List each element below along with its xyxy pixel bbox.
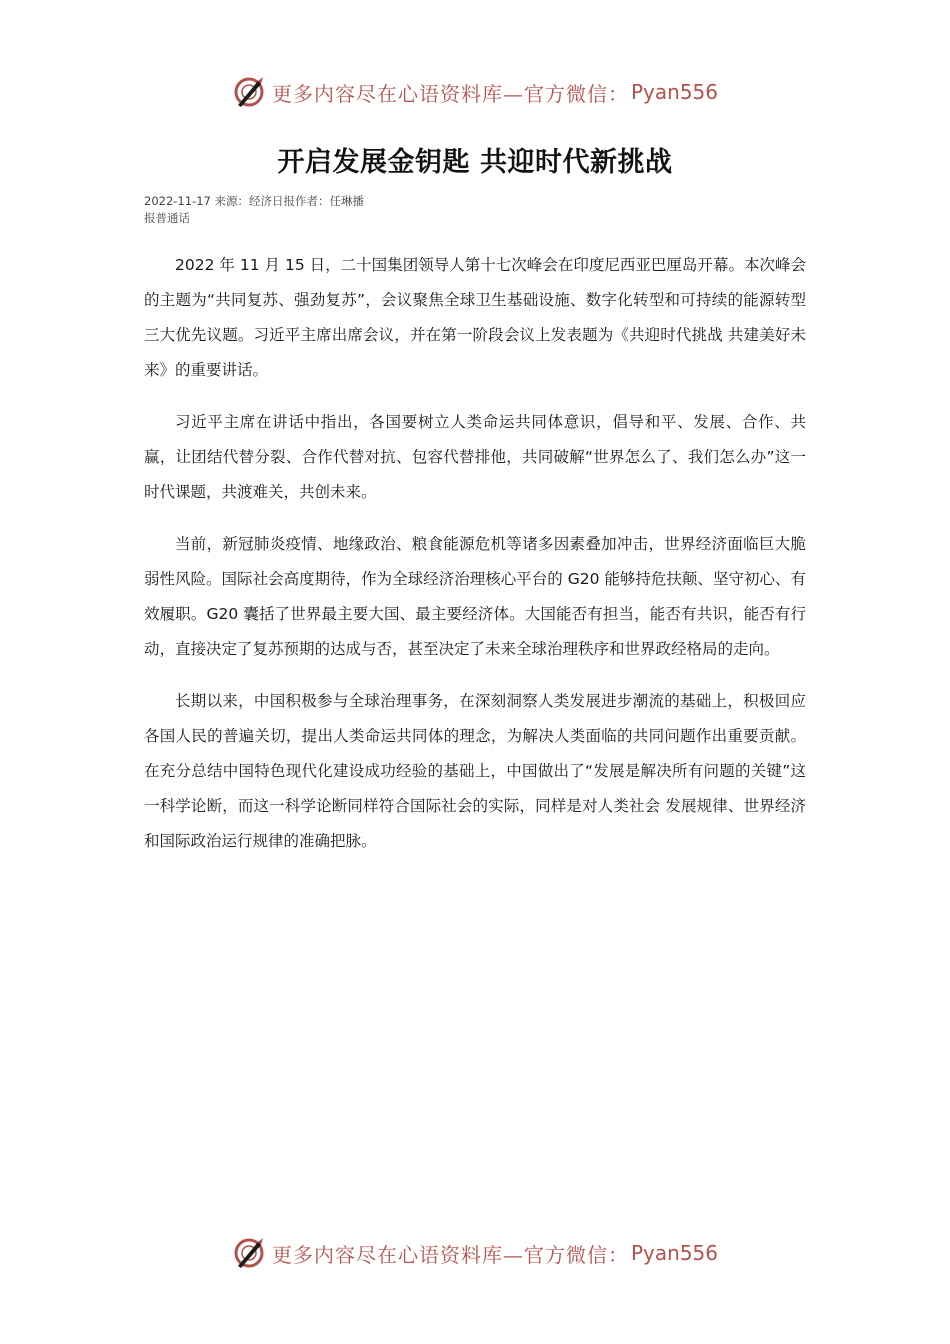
article-paragraph: 长期以来，中国积极参与全球治理事务，在深刻洞察人类发展进步潮流的基础上，积极回应各国人民的普遍关切，提出人类命运共同体的理念，为解决人类面临的共同问题作出重要贡献。在充分总结中国特色现代化建设成功经验的基础上，中国做出了“发展是解决所有问题的关键”这一科学论断，而这一科学论断同样符合国际社会的实际，同样是对人类社会 发展规律、世界经济和国际政治运行规律的准确把脉。 bbox=[144, 692, 806, 850]
article-title: 开启发展金钥匙 共迎时代新挑战 bbox=[277, 147, 673, 178]
wechat-id: Pyan556 bbox=[630, 80, 718, 104]
wechat-id: Pyan556 bbox=[630, 1241, 718, 1265]
article-body bbox=[144, 248, 806, 876]
quill-pen-logo-icon bbox=[232, 1236, 266, 1270]
article-paragraph: 当前，新冠肺炎疫情、地缘政治、粮食能源危机等诸多因素叠加冲击，世界经济面临巨大脆弱性风险。国际社会高度期待，作为全球经济治理核心平台的 G20 能够持危扶颠、坚守初心、有效履职。G20 囊括了世界最主要大国、最主要经济体。大国能否有担当，能否有共识，能否有行动，直接决定了复苏预期的达成与否，甚至决定了未来全球治理秩序和世界政经格局的走向。 bbox=[144, 535, 806, 658]
header-watermark-banner bbox=[0, 72, 950, 112]
quill-pen-logo-icon bbox=[232, 75, 266, 109]
article-paragraph: 习近平主席在讲话中指出，各国要树立人类命运共同体意识，倡导和平、发展、合作、共赢，让团结代替分裂、合作代替对抗、包容代替排他，共同破解“世界怎么了、我们怎么办”这一时代课题，共渡难关，共创未来。 bbox=[144, 413, 806, 501]
article-meta: 2022-11-17 来源：经济日报作者：任琳播报普通话 bbox=[144, 194, 364, 225]
banner-text: 更多内容尽在心语资料库—官方微信： bbox=[271, 1242, 629, 1267]
banner-text: 更多内容尽在心语资料库—官方微信： bbox=[271, 81, 629, 106]
article-paragraph: 2022 年 11 月 15 日，二十国集团领导人第十七次峰会在印度尼西亚巴厘岛开幕。本次峰会的主题为“共同复苏、强劲复苏”，会议聚焦全球卫生基础设施、数字化转型和可持续的能源转型三大优先议题。习近平主席出席会议，并在第一阶段会议上发表题为《共迎时代挑战 共建美好未来》的重要讲话。 bbox=[144, 256, 806, 379]
footer-watermark-banner bbox=[0, 1233, 950, 1273]
